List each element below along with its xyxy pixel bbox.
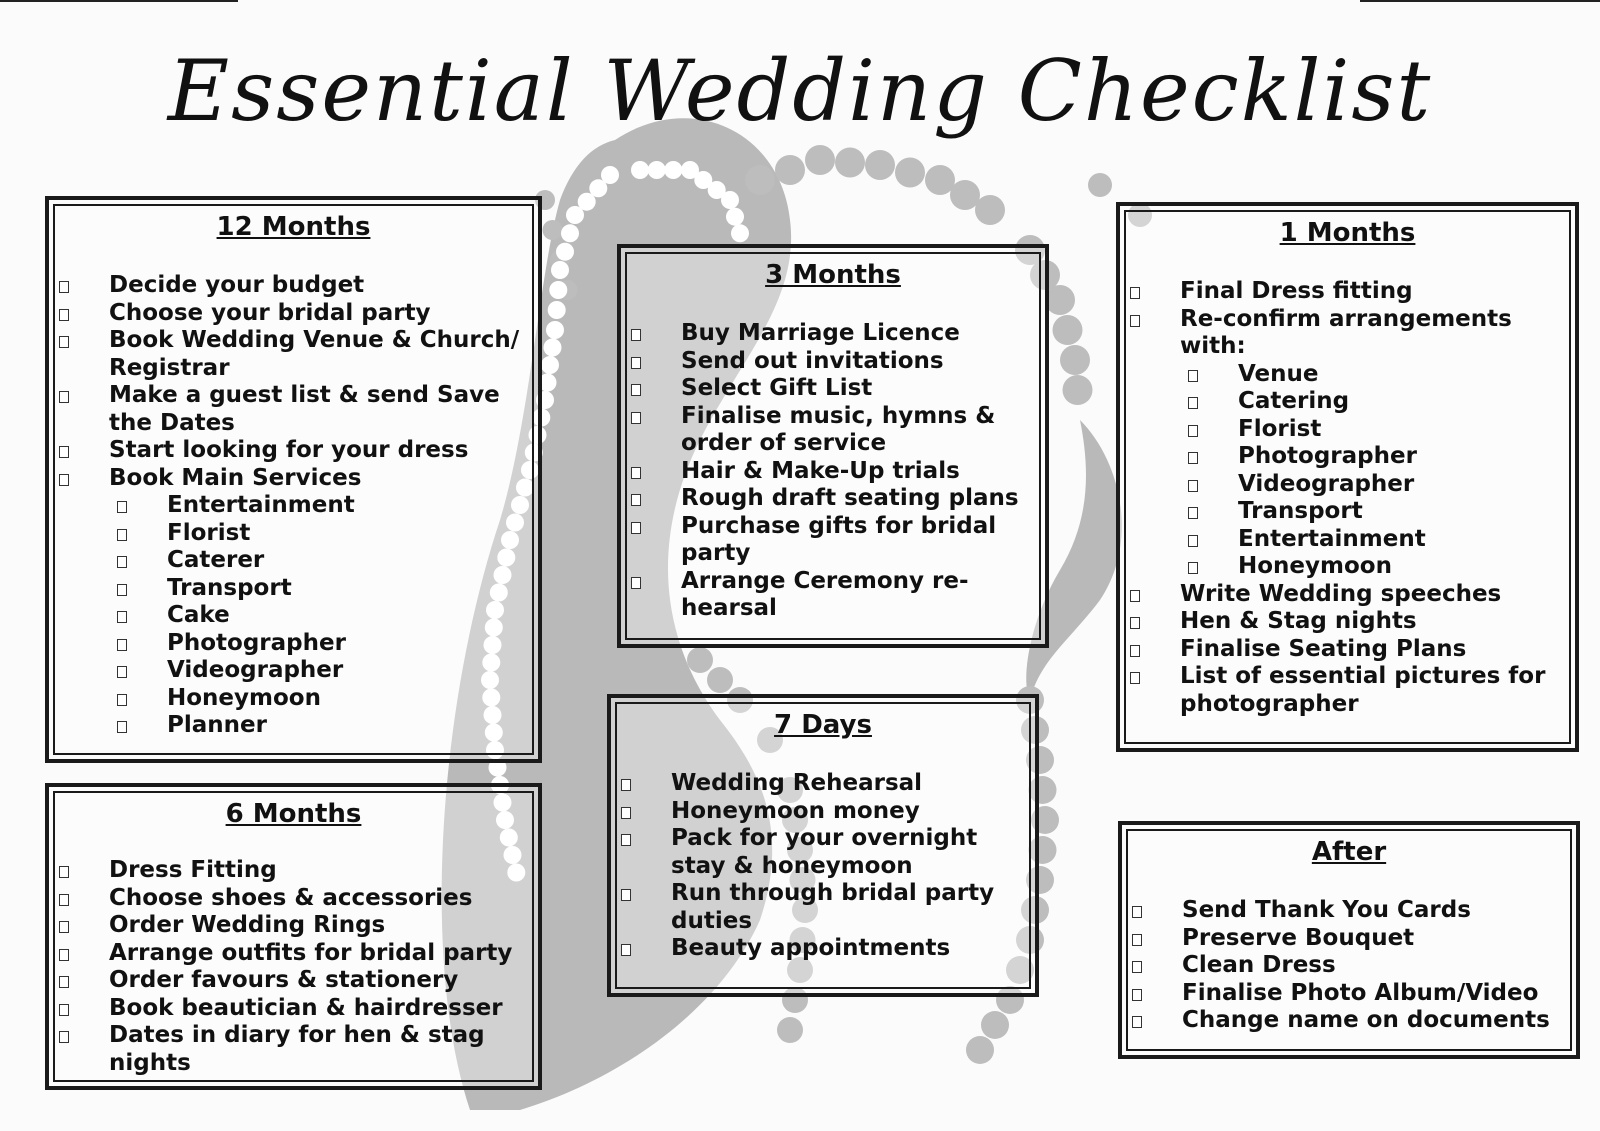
checklist-label: Send out invitations (681, 347, 944, 374)
checklist-label: Order favours & stationery (109, 967, 459, 993)
checklist (49, 857, 538, 1077)
section-7-days (607, 694, 1039, 997)
checkbox[interactable] (59, 309, 69, 321)
paisley-dot (1053, 315, 1083, 345)
section-heading: 3 Months (765, 260, 901, 290)
checklist-label: Choose shoes & accessories (109, 884, 473, 911)
checklist-subitem (1120, 471, 1575, 499)
checklist-label: Hair & Make-Up trials (681, 457, 960, 484)
checkbox[interactable] (117, 721, 127, 733)
checklist-label: Select Gift List (681, 375, 873, 401)
checkbox[interactable] (1188, 562, 1198, 574)
checkbox[interactable] (1188, 480, 1198, 492)
section-heading: 12 Months (216, 212, 371, 242)
checkbox[interactable] (117, 584, 127, 596)
paisley-dot (551, 261, 569, 279)
checklist-label: Finalise music, hymns & order of service (681, 402, 996, 456)
checklist-label: Clean Dress (1182, 952, 1336, 978)
paisley-dot (925, 165, 955, 195)
checklist-item (49, 437, 538, 465)
section-12-months (45, 196, 542, 763)
checklist-label: Rough draft seating plans (681, 485, 1019, 511)
checklist-subitem (1120, 526, 1575, 554)
paisley-dot (1045, 285, 1075, 315)
checklist-item (621, 348, 1045, 376)
checklist-item (49, 327, 538, 382)
paisley-dot (648, 161, 666, 179)
paisley-dot (543, 220, 563, 240)
checkbox[interactable] (631, 522, 641, 534)
checkbox[interactable] (631, 329, 641, 341)
checkbox[interactable] (1188, 370, 1198, 382)
checklist-label: Choose your bridal party (109, 299, 431, 326)
checklist-item (1120, 663, 1575, 718)
checkbox[interactable] (631, 577, 641, 589)
checkbox[interactable] (117, 501, 127, 513)
checklist-label: Decide your budget (109, 272, 365, 298)
checkbox[interactable] (117, 694, 127, 706)
checklist-label: Caterer (167, 547, 265, 573)
checkbox[interactable] (59, 866, 69, 878)
checklist-label: Transport (1238, 498, 1363, 524)
paisley-dot (975, 195, 1005, 225)
section-6-months (45, 783, 542, 1090)
paisley-dot (835, 148, 865, 178)
checklist (1120, 278, 1575, 718)
checklist-label: Videographer (167, 657, 344, 683)
checklist-label: Pack for your overnight stay & honeymoon (671, 825, 978, 879)
checklist-item (49, 940, 538, 968)
checklist-item (621, 568, 1045, 623)
checklist-subitem (49, 520, 538, 548)
checklist-label: List of essential pictures for photographer (1180, 663, 1546, 717)
checklist-subitem (1120, 361, 1575, 389)
checklist-item (611, 825, 1035, 880)
checklist-item (621, 485, 1045, 513)
checklist-label: Dress Fitting (109, 857, 277, 883)
paisley-dot (726, 208, 744, 226)
checklist (1122, 897, 1576, 1035)
section-heading: 6 Months (225, 799, 362, 829)
checkbox[interactable] (631, 384, 641, 396)
paisley-dot (544, 339, 562, 357)
checkbox[interactable] (59, 921, 69, 933)
checklist-label: Honeymoon (167, 684, 321, 711)
checkbox[interactable] (621, 807, 631, 819)
checklist-item (49, 885, 538, 913)
checkbox[interactable] (59, 1031, 69, 1043)
checklist-item (611, 880, 1035, 935)
paisley-dot (865, 150, 895, 180)
paisley-dot (548, 301, 566, 319)
checklist-subitem (49, 685, 538, 713)
checklist-label: Make a guest list & send Save the Dates (109, 382, 500, 436)
checkbox[interactable] (621, 944, 631, 956)
checkbox[interactable] (621, 779, 631, 791)
paisley-dot (549, 281, 567, 299)
checklist-item (1122, 980, 1576, 1008)
checklist-label: Finalise Seating Plans (1180, 635, 1467, 662)
checkbox[interactable] (59, 391, 69, 403)
checkbox[interactable] (117, 556, 127, 568)
checkbox[interactable] (59, 336, 69, 348)
checklist-label: Entertainment (167, 492, 355, 518)
section-heading: 1 Months (1279, 218, 1416, 248)
paisley-dot (1060, 345, 1090, 375)
checklist-item (49, 300, 538, 328)
checklist-subitem (1120, 498, 1575, 526)
checklist-item (621, 403, 1045, 458)
section-1-months (1116, 202, 1579, 752)
checkbox[interactable] (59, 976, 69, 988)
checklist-subitem (49, 657, 538, 685)
checklist-label: Book Main Services (109, 464, 362, 491)
checklist-label: Wedding Rehearsal (671, 770, 923, 796)
checklist-label: Photographer (1238, 443, 1417, 469)
checklist-label: Book Wedding Venue & Church/ Registrar (109, 327, 520, 381)
checklist-item (1120, 581, 1575, 609)
checklist-label: Book beautician & hairdresser (109, 994, 503, 1021)
checklist-item (611, 935, 1035, 963)
checkbox[interactable] (1130, 645, 1140, 657)
checklist-label: Final Dress fitting (1180, 278, 1413, 304)
checkbox[interactable] (59, 281, 69, 293)
checkbox[interactable] (59, 894, 69, 906)
checklist-label: Re-confirm arrangements with: (1180, 305, 1512, 359)
checklist-label: Photographer (167, 629, 346, 656)
checkbox[interactable] (631, 412, 641, 424)
checkbox[interactable] (1130, 590, 1140, 602)
checklist-item (1122, 897, 1576, 925)
checklist-item (611, 770, 1035, 798)
paisley-dot (546, 321, 564, 339)
checklist (621, 320, 1045, 623)
section-after (1118, 821, 1580, 1059)
checklist-item (621, 458, 1045, 486)
paisley-dot (721, 191, 739, 209)
checklist-label: Change name on documents (1182, 1007, 1550, 1033)
checklist-item (1120, 636, 1575, 664)
checklist-label: Start looking for your dress (109, 437, 469, 463)
checkbox[interactable] (1130, 672, 1140, 684)
checklist-label: Venue (1238, 360, 1319, 387)
section-heading: 7 Days (774, 710, 872, 740)
checklist-subitem (49, 602, 538, 630)
checklist-label: Honeymoon money (671, 797, 920, 824)
checklist-label: Honeymoon (1238, 553, 1392, 579)
paisley-dot (950, 180, 980, 210)
checklist-item (49, 995, 538, 1023)
checklist-item (611, 798, 1035, 826)
checklist-item (1122, 952, 1576, 980)
checklist-label: Arrange outfits for bridal party (109, 939, 513, 966)
checklist-item (1120, 278, 1575, 306)
checkbox[interactable] (59, 446, 69, 458)
checkbox[interactable] (1188, 535, 1198, 547)
checklist-subitem (49, 630, 538, 658)
checklist-label: Cake (167, 602, 230, 628)
checkbox[interactable] (621, 834, 631, 846)
checklist-item (1120, 306, 1575, 361)
paisley-dot (775, 155, 805, 185)
checklist-label: Arrange Ceremony re-hearsal (681, 567, 969, 621)
paisley-dot (777, 1017, 803, 1043)
paisley-dot (805, 145, 835, 175)
checklist-label: Finalise Photo Album/Video (1182, 979, 1539, 1006)
paisley-dot (745, 165, 775, 195)
checklist-label: Beauty appointments (671, 935, 951, 961)
checklist-label: Order Wedding Rings (109, 912, 386, 938)
checkbox[interactable] (117, 529, 127, 541)
checklist-item (621, 513, 1045, 568)
paisley-dot (1088, 173, 1112, 197)
checkbox[interactable] (1188, 452, 1198, 464)
checklist-item (49, 382, 538, 437)
checklist-item (1122, 925, 1576, 953)
checklist-item (621, 320, 1045, 348)
section-3-months (617, 244, 1049, 648)
checklist-label: Run through bridal party duties (671, 880, 995, 934)
checklist-item (49, 272, 538, 300)
paisley-dot (707, 667, 733, 693)
checklist-label: Write Wedding speeches (1180, 580, 1502, 607)
section-heading: After (1311, 837, 1387, 867)
checklist-subitem (1120, 553, 1575, 581)
paisley-dot (966, 1036, 994, 1064)
checklist-label: Planner (167, 712, 267, 738)
checklist-subitem (49, 492, 538, 520)
checkbox[interactable] (117, 666, 127, 678)
checkbox[interactable] (1188, 425, 1198, 437)
checkbox[interactable] (1130, 287, 1140, 299)
paisley-dot (664, 161, 682, 179)
checkbox[interactable] (59, 949, 69, 961)
checkbox[interactable] (1132, 906, 1142, 918)
checkbox[interactable] (1188, 397, 1198, 409)
checkbox[interactable] (631, 494, 641, 506)
checklist-label: Send Thank You Cards (1182, 897, 1471, 923)
checklist-subitem (49, 575, 538, 603)
checkbox[interactable] (1130, 617, 1140, 629)
paisley-dot (631, 161, 649, 179)
checklist-item (49, 465, 538, 493)
paisley-dot (687, 647, 713, 673)
checklist-label: Buy Marriage Licence (681, 320, 960, 346)
checklist-label: Videographer (1238, 470, 1415, 497)
checklist-subitem (49, 547, 538, 575)
checkbox[interactable] (59, 1004, 69, 1016)
checklist-item (621, 375, 1045, 403)
checklist-item (49, 912, 538, 940)
paisley-dot (541, 356, 559, 374)
paisley-dot (556, 243, 574, 261)
checkbox[interactable] (1132, 934, 1142, 946)
checklist-label: Purchase gifts for bridal party (681, 512, 997, 566)
checkbox[interactable] (117, 639, 127, 651)
checkbox[interactable] (1188, 507, 1198, 519)
paisley-dot (561, 224, 579, 242)
checklist-item (49, 1022, 538, 1077)
paisley-dot (1063, 375, 1093, 405)
checklist-subitem (1120, 416, 1575, 444)
checkbox[interactable] (1132, 961, 1142, 973)
checkbox[interactable] (621, 889, 631, 901)
page-title: Essential Wedding Checklist (167, 42, 1433, 140)
checkbox[interactable] (631, 357, 641, 369)
checklist-item (1122, 1007, 1576, 1035)
checklist-label: Transport (167, 574, 292, 601)
paisley-dot (731, 224, 749, 242)
paisley-dot (895, 158, 925, 188)
checklist (611, 770, 1035, 963)
checkbox[interactable] (117, 611, 127, 623)
checklist-label: Hen & Stag nights (1180, 608, 1417, 634)
checklist-label: Florist (1238, 415, 1322, 442)
checklist-subitem (49, 712, 538, 740)
checklist-label: Florist (167, 519, 251, 546)
checkbox[interactable] (1132, 989, 1142, 1001)
checklist-subitem (1120, 388, 1575, 416)
checklist-label: Dates in diary for hen & stag nights (109, 1022, 485, 1076)
checklist-label: Catering (1238, 388, 1350, 414)
checkbox[interactable] (631, 467, 641, 479)
paisley-dot (981, 1011, 1009, 1039)
checkbox[interactable] (59, 474, 69, 486)
checklist-item (1120, 608, 1575, 636)
checklist-subitem (1120, 443, 1575, 471)
checklist (49, 272, 538, 740)
paisley-dot (566, 206, 584, 224)
checklist-label: Entertainment (1238, 525, 1426, 552)
checkbox[interactable] (1132, 1016, 1142, 1028)
checklist-label: Preserve Bouquet (1182, 924, 1415, 951)
checklist-item (49, 967, 538, 995)
checklist-item (49, 857, 538, 885)
checkbox[interactable] (1130, 315, 1140, 327)
